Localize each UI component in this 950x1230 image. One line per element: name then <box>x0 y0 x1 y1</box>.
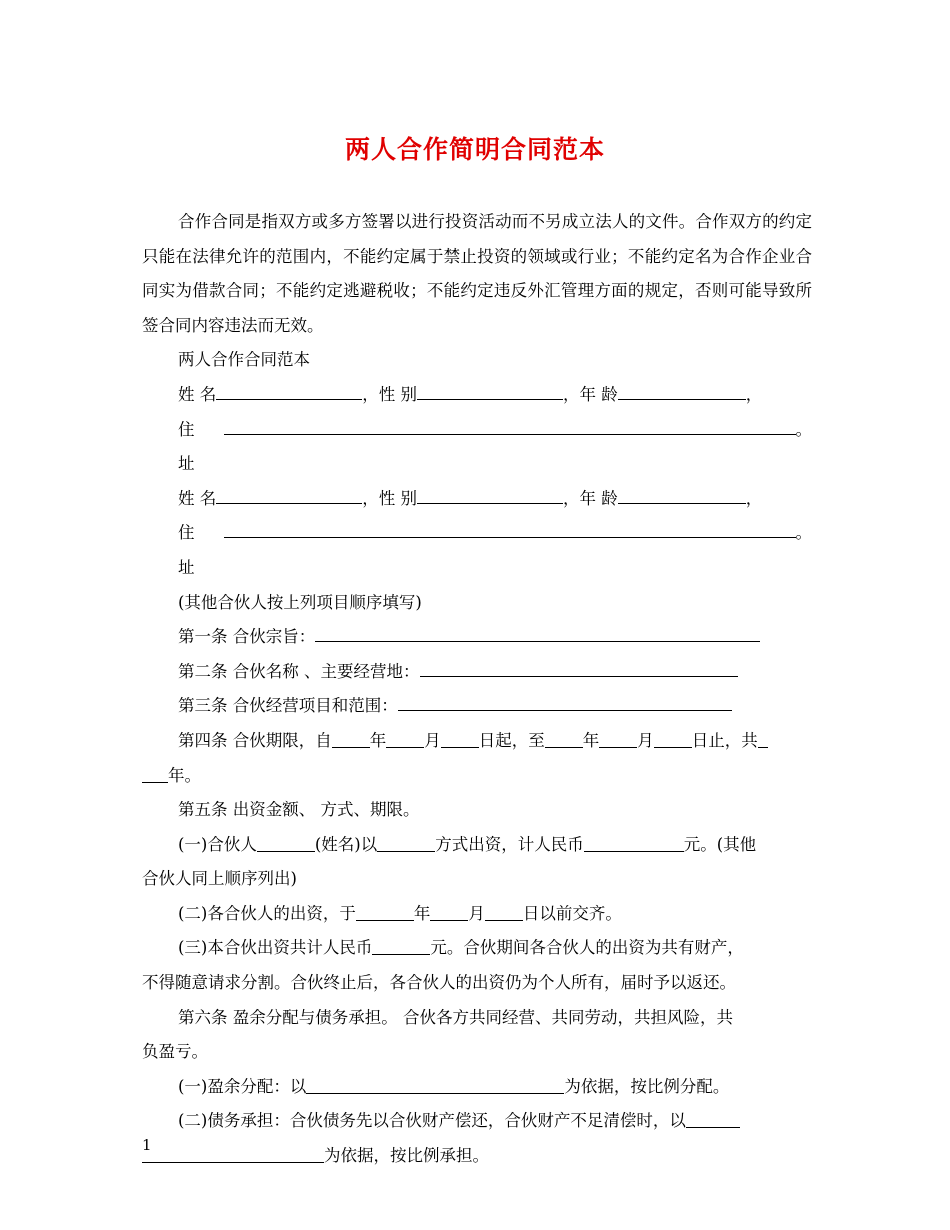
article-4-end: 年。 <box>168 765 201 785</box>
article-5-3-cont: 不得随意请求分割。合伙终止后，各合伙人的出资仍为个人所有，届时予以返还。 <box>142 973 736 993</box>
comma: ， <box>563 384 580 404</box>
article-6: 第六条 盈余分配与债务承担。 合伙各方共同经营、共同劳动，共担风险，共 <box>178 1007 733 1027</box>
name-label: 姓 名 <box>178 488 217 508</box>
profit-basis-blank[interactable] <box>306 1075 564 1094</box>
year-text: 年 <box>369 730 387 750</box>
article-2-blank[interactable] <box>420 658 738 677</box>
article-3 <box>142 689 812 724</box>
article-2-label: 第二条 合伙名称 、主要经营地： <box>178 661 420 681</box>
year-text: 年 <box>413 903 431 923</box>
a6-1-text: 为依据，按比例分配。 <box>564 1076 730 1096</box>
a5-1-text: (姓名)以 <box>314 834 378 854</box>
name-label: 姓 名 <box>178 384 217 404</box>
article-2 <box>142 655 812 690</box>
age-blank[interactable] <box>618 381 746 400</box>
party2-address-row <box>142 516 812 585</box>
partner-name-blank[interactable] <box>257 833 315 852</box>
debt-basis-blank-b[interactable] <box>142 1144 324 1163</box>
party1-address-row <box>142 413 812 482</box>
article-3-blank[interactable] <box>398 692 732 711</box>
deadline-month-blank[interactable] <box>430 902 468 921</box>
intro-paragraph: 合作合同是指双方或多方签署以进行投资活动而不另成立法人的文件。合作双方的约定只能在法律允许的范围内，不能约定属于禁止投资的领域或行业；不能约定名为合作企业合同实为借款合同；不能约定逃避税收；不能约定违反外汇管理方面的规定，否则可能导致所签合同内容违法而无效。 <box>142 212 812 335</box>
address-label: 住 址 <box>178 523 195 577</box>
start-day-blank[interactable] <box>441 729 479 748</box>
month-text: 月 <box>468 903 485 923</box>
a5-1-text: 元。(其他 <box>683 834 757 854</box>
a5-3-text: (三)本合伙出资共计人民币 <box>178 938 373 958</box>
address-blank[interactable] <box>224 416 796 435</box>
article-5: 第五条 出资金额、 方式、期限。 <box>178 800 420 820</box>
gender-blank[interactable] <box>417 381 563 400</box>
comma: ， <box>362 384 379 404</box>
comma: ， <box>745 488 763 508</box>
end-day-blank[interactable] <box>654 729 692 748</box>
address-label: 住 址 <box>178 419 195 474</box>
end-year-blank[interactable] <box>545 729 583 748</box>
debt-basis-blank-a[interactable] <box>686 1109 740 1128</box>
comma: ， <box>362 488 379 508</box>
period: 。 <box>795 523 812 543</box>
article-6-cont: 负盈亏。 <box>142 1042 208 1062</box>
start-year-blank[interactable] <box>332 729 370 748</box>
party2-info-row <box>142 482 812 517</box>
contract-subtitle: 两人合作合同范本 <box>178 350 310 370</box>
gender-blank[interactable] <box>417 485 563 504</box>
article-5-3 <box>142 931 812 966</box>
age-label: 年 龄 <box>579 384 618 404</box>
year-text: 年 <box>582 730 600 750</box>
month-text: 月 <box>637 730 654 750</box>
total-amount-blank[interactable] <box>372 936 430 955</box>
contribution-method-blank[interactable] <box>377 833 435 852</box>
document-body <box>142 205 812 1174</box>
a5-2-text: (二)各合伙人的出资，于 <box>178 903 356 923</box>
end-month-blank[interactable] <box>599 729 637 748</box>
a6-1-text: (一)盈余分配：以 <box>178 1076 307 1096</box>
month-text: 月 <box>424 730 441 750</box>
gender-label: 性 别 <box>378 384 417 404</box>
day-end-text: 日止，共 <box>691 730 758 750</box>
article-6-1 <box>142 1070 812 1105</box>
other-partners-note: (其他合伙人按上列项目顺序填写) <box>178 592 422 612</box>
name-blank[interactable] <box>216 381 362 400</box>
article-4-cont <box>142 759 812 794</box>
age-blank[interactable] <box>618 485 746 504</box>
a5-1-text: 方式出资，计人民币 <box>435 834 584 854</box>
a5-3-text: 元。合伙期间各合伙人的出资为共有财产， <box>430 938 744 958</box>
total-years-blank-b[interactable] <box>142 764 168 783</box>
article-5-2 <box>142 897 812 932</box>
start-month-blank[interactable] <box>386 729 424 748</box>
name-blank[interactable] <box>216 485 362 504</box>
total-years-blank-a[interactable] <box>758 729 768 748</box>
article-5-1 <box>142 828 812 863</box>
deadline-year-blank[interactable] <box>356 902 414 921</box>
party1-info-row <box>142 378 812 413</box>
article-6-2 <box>142 1104 812 1139</box>
article-6-2-cont <box>142 1139 812 1174</box>
a6-2-text: 为依据，按比例承担。 <box>324 1146 489 1166</box>
article-3-label: 第三条 合伙经营项目和范围： <box>178 696 398 716</box>
day-text: 日以前交齐。 <box>522 903 622 923</box>
address-blank[interactable] <box>224 519 796 538</box>
gender-label: 性 别 <box>378 488 417 508</box>
amount-blank[interactable] <box>584 833 684 852</box>
article-4 <box>142 724 812 759</box>
a5-1-text: (一)合伙人 <box>178 834 257 854</box>
deadline-day-blank[interactable] <box>485 902 523 921</box>
article-1-blank[interactable] <box>315 623 760 642</box>
document-title: 两人合作简明合同范本 <box>344 135 605 164</box>
article-1 <box>142 620 812 655</box>
age-label: 年 龄 <box>579 488 618 508</box>
comma: ， <box>563 488 580 508</box>
comma: ， <box>745 384 763 404</box>
period: 。 <box>795 419 812 439</box>
a6-2-text: (二)债务承担：合伙债务先以合伙财产偿还，合伙财产不足清偿时，以 <box>178 1111 686 1131</box>
day-start-text: 日起，至 <box>478 730 545 750</box>
article-4-text: 第四条 合伙期限，自 <box>178 730 332 750</box>
article-5-1-cont: 合伙人同上顺序列出) <box>142 869 297 889</box>
page-number: 1 <box>142 1136 152 1154</box>
article-1-label: 第一条 合伙宗旨： <box>178 627 316 647</box>
